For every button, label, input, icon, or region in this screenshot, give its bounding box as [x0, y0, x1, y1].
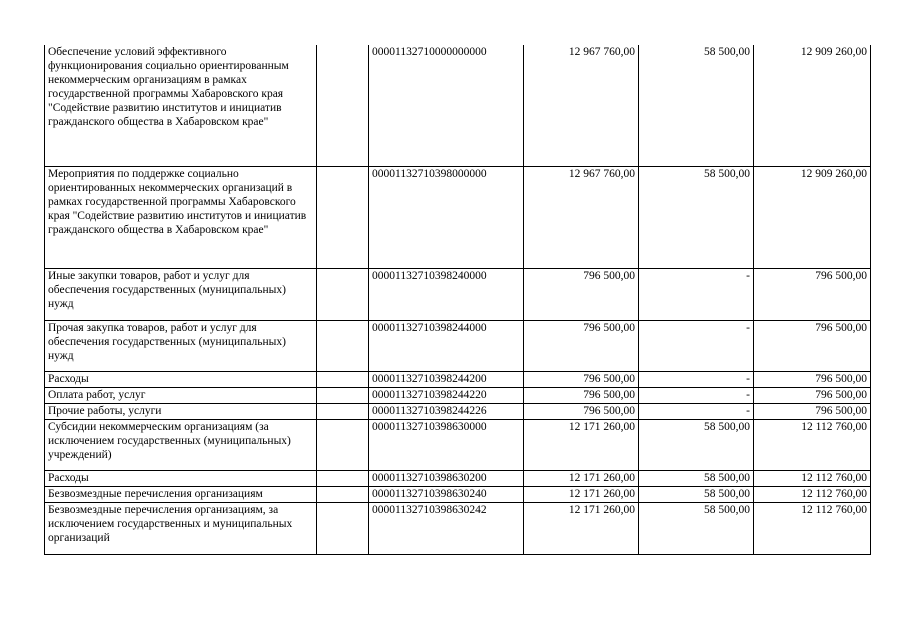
remaining-amount-cell: 12 909 260,00 — [754, 166, 871, 268]
budget-table-body — [45, 45, 871, 554]
remaining-amount-cell: 12 112 760,00 — [754, 419, 871, 470]
budget-report-sheet — [44, 45, 871, 555]
table-row — [45, 320, 871, 371]
approved-amount-cell: 12 967 760,00 — [524, 166, 639, 268]
line-code-cell — [317, 486, 369, 502]
remaining-amount-cell: 796 500,00 — [754, 320, 871, 371]
expense-name-cell: Расходы — [45, 470, 317, 486]
budget-code-cell: 00001132710398244000 — [369, 320, 524, 371]
remaining-amount-cell: 12 909 260,00 — [754, 45, 871, 166]
approved-amount-cell: 796 500,00 — [524, 268, 639, 320]
expense-name-cell: Безвозмездные перечисления организациям, за исключением государственных и муниципальных организаций — [45, 502, 317, 554]
executed-amount-cell: 58 500,00 — [639, 470, 754, 486]
executed-amount-cell: 58 500,00 — [639, 502, 754, 554]
executed-amount-cell: 58 500,00 — [639, 166, 754, 268]
line-code-cell — [317, 45, 369, 166]
executed-amount-cell: 58 500,00 — [639, 419, 754, 470]
remaining-amount-cell: 796 500,00 — [754, 268, 871, 320]
budget-code-cell: 00001132710398630240 — [369, 486, 524, 502]
executed-amount-cell: - — [639, 320, 754, 371]
expense-name-cell: Субсидии некоммерческим организациям (за исключением государственных (муниципальных) учреждений) — [45, 419, 317, 470]
line-code-cell — [317, 320, 369, 371]
table-row — [45, 45, 871, 166]
budget-code-cell: 00001132710398244200 — [369, 371, 524, 387]
approved-amount-cell: 12 967 760,00 — [524, 45, 639, 166]
line-code-cell — [317, 387, 369, 403]
approved-amount-cell: 796 500,00 — [524, 403, 639, 419]
budget-code-cell: 00001132710398240000 — [369, 268, 524, 320]
approved-amount-cell: 12 171 260,00 — [524, 470, 639, 486]
remaining-amount-cell: 796 500,00 — [754, 371, 871, 387]
expense-name-cell: Расходы — [45, 371, 317, 387]
budget-code-cell: 00001132710398000000 — [369, 166, 524, 268]
remaining-amount-cell: 12 112 760,00 — [754, 486, 871, 502]
approved-amount-cell: 12 171 260,00 — [524, 486, 639, 502]
executed-amount-cell: - — [639, 403, 754, 419]
line-code-cell — [317, 166, 369, 268]
approved-amount-cell: 12 171 260,00 — [524, 419, 639, 470]
remaining-amount-cell: 12 112 760,00 — [754, 502, 871, 554]
budget-code-cell: 00001132710398244226 — [369, 403, 524, 419]
budget-code-cell: 00001132710398630200 — [369, 470, 524, 486]
remaining-amount-cell: 12 112 760,00 — [754, 470, 871, 486]
table-row — [45, 403, 871, 419]
line-code-cell — [317, 419, 369, 470]
executed-amount-cell: - — [639, 268, 754, 320]
budget-code-cell: 00001132710398630242 — [369, 502, 524, 554]
approved-amount-cell: 796 500,00 — [524, 371, 639, 387]
approved-amount-cell: 796 500,00 — [524, 320, 639, 371]
expense-name-cell: Прочая закупка товаров, работ и услуг для обеспечения государственных (муниципальных) нужд — [45, 320, 317, 371]
line-code-cell — [317, 371, 369, 387]
line-code-cell — [317, 403, 369, 419]
expense-name-cell: Прочие работы, услуги — [45, 403, 317, 419]
table-row — [45, 387, 871, 403]
table-row — [45, 470, 871, 486]
approved-amount-cell: 12 171 260,00 — [524, 502, 639, 554]
table-row — [45, 419, 871, 470]
executed-amount-cell: - — [639, 371, 754, 387]
budget-table — [44, 45, 871, 555]
remaining-amount-cell: 796 500,00 — [754, 403, 871, 419]
table-row — [45, 166, 871, 268]
line-code-cell — [317, 502, 369, 554]
table-row — [45, 502, 871, 554]
table-row — [45, 371, 871, 387]
expense-name-cell: Оплата работ, услуг — [45, 387, 317, 403]
table-row — [45, 486, 871, 502]
expense-name-cell: Иные закупки товаров, работ и услуг для обеспечения государственных (муниципальных) нужд — [45, 268, 317, 320]
expense-name-cell: Обеспечение условий эффективного функционирования социально ориентированным некоммерческим организациям в рамках государственной программы Хабаровского края "Содействие развитию институтов и инициатив гражданского общества в Хабаровском крае" — [45, 45, 317, 166]
remaining-amount-cell: 796 500,00 — [754, 387, 871, 403]
line-code-cell — [317, 470, 369, 486]
executed-amount-cell: 58 500,00 — [639, 486, 754, 502]
expense-name-cell: Безвозмездные перечисления организациям — [45, 486, 317, 502]
budget-code-cell: 00001132710398244220 — [369, 387, 524, 403]
executed-amount-cell: 58 500,00 — [639, 45, 754, 166]
table-row — [45, 268, 871, 320]
executed-amount-cell: - — [639, 387, 754, 403]
line-code-cell — [317, 268, 369, 320]
approved-amount-cell: 796 500,00 — [524, 387, 639, 403]
expense-name-cell: Мероприятия по поддержке социально ориентированных некоммерческих организаций в рамках государственной программы Хабаровского края "Содействие развитию институтов и инициатив гражданского общества в Хабаровском крае" — [45, 166, 317, 268]
budget-code-cell: 00001132710398630000 — [369, 419, 524, 470]
budget-code-cell: 00001132710000000000 — [369, 45, 524, 166]
